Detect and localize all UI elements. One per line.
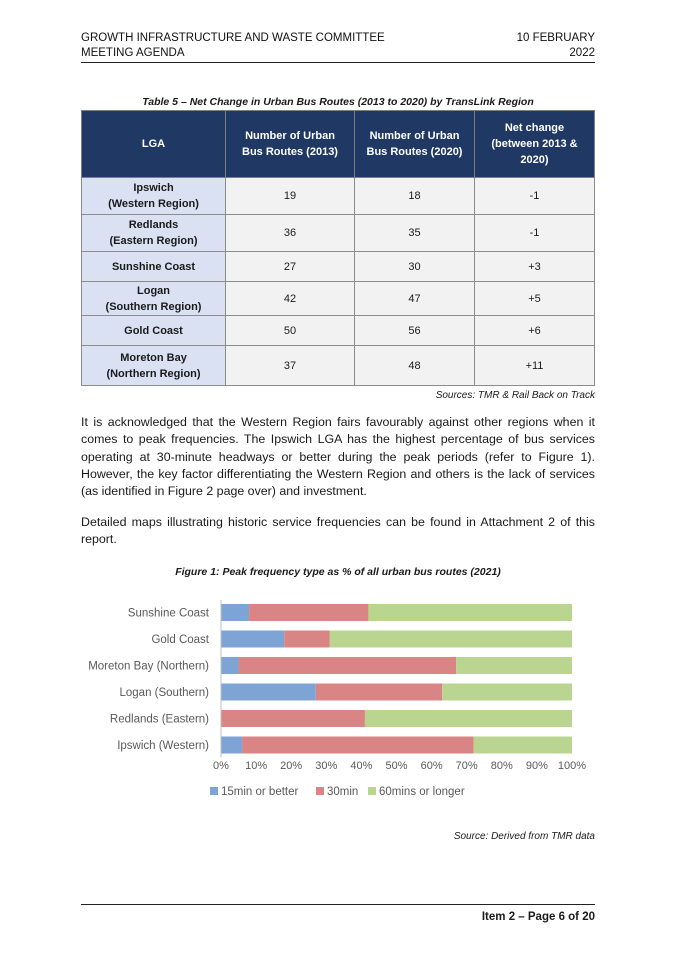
committee-line1: GROWTH INFRASTRUCTURE AND WASTE COMMITTEE [81,32,385,44]
category-label: Gold Coast [151,634,209,646]
net-change-cell: -1 [475,215,595,252]
lga-cell: Ipswich (Western Region) [82,178,226,215]
bar-segment [221,657,239,674]
routes-2020-cell: 18 [355,178,475,215]
bar-segment [239,657,457,674]
net-change-cell: +3 [475,252,595,282]
routes-2020-cell: 48 [355,346,475,386]
net-change-cell: +11 [475,346,595,386]
meeting-date [517,31,595,61]
table-caption: Table 5 – Net Change in Urban Bus Routes (2013 to 2020) by TransLink Region [142,96,534,108]
x-tick-label: 10% [245,760,268,772]
table-row [82,346,595,386]
column-header: Net change (between 2013 & 2020) [475,111,595,178]
table-row [82,252,595,282]
routes-2013-cell: 19 [226,178,355,215]
lga-cell: Sunshine Coast [82,252,226,282]
routes-2013-cell: 42 [226,282,355,316]
routes-2020-cell: 47 [355,282,475,316]
bar-segment [221,684,316,701]
category-label: Ipswich (Western) [117,740,209,752]
bar-segment [249,604,368,621]
net-change-cell: +5 [475,282,595,316]
bar-segment [221,631,284,648]
lga-cell: Gold Coast [82,316,226,346]
table-row [82,316,595,346]
bar-segment [316,684,442,701]
bar-segment [442,684,572,701]
legend-swatch [316,787,324,795]
bar-segment [221,710,365,727]
x-tick-label: 40% [350,760,373,772]
category-label: Redlands (Eastern) [109,713,209,726]
bar-segment [456,657,572,674]
x-tick-label: 60% [420,760,443,772]
routes-2020-cell: 35 [355,215,475,252]
bar-segment [368,604,572,621]
bar-segment [221,604,249,621]
net-change-cell: +6 [475,316,595,346]
x-tick-label: 70% [455,760,478,772]
table-source: Sources: TMR & Rail Back on Track [435,390,595,401]
routes-2013-cell: 37 [226,346,355,386]
figure-caption: Figure 1: Peak frequency type as % of all urban bus routes (2021) [175,566,501,578]
column-header: Number of Urban Bus Routes (2020) [355,111,475,178]
lga-cell: Moreton Bay (Northern Region) [82,346,226,386]
routes-2020-cell: 30 [355,252,475,282]
category-label: Moreton Bay (Northern) [88,660,209,673]
committee-name [81,31,385,61]
page-number: Item 2 – Page 6 of 20 [481,911,595,923]
routes-2020-cell: 56 [355,316,475,346]
bar-segment [242,737,474,754]
routes-2013-cell: 27 [226,252,355,282]
bar-segment [365,710,572,727]
legend-label: 60mins or longer [379,786,465,798]
x-tick-label: 100% [557,760,587,772]
legend-swatch [368,787,376,795]
date-line1: 10 FEBRUARY [516,32,595,44]
table-row [82,178,595,215]
routes-2013-cell: 36 [226,215,355,252]
legend-swatch [210,787,218,795]
footer-divider [81,904,595,905]
committee-line2: MEETING AGENDA [81,47,185,59]
figure-source: Source: Derived from TMR data [453,831,595,842]
column-header: Number of Urban Bus Routes (2013) [226,111,355,178]
table-row [82,215,595,252]
x-tick-label: 30% [315,760,338,772]
header-divider [81,62,595,63]
x-tick-label: 50% [385,760,408,772]
bus-routes-table [81,110,595,386]
x-tick-label: 90% [525,760,548,772]
x-tick-label: 20% [280,760,303,772]
legend-label: 15min or better [221,786,299,798]
category-label: Sunshine Coast [127,607,209,620]
body-paragraph: Detailed maps illustrating historic service frequencies can be found in Attachment 2 of this report. [81,515,595,547]
body-paragraph: It is acknowledged that the Western Region fairs favourably against other regions when it comes to peak frequencies. The Ipswich LGA has the highest percentage of bus services operating at 30-minute headways or better during the peak periods (refer to Figure 1). However, the key factor differentiating the Western Region and others is the lack of services (as identified in Figure 2 page over) and investment. [81,415,595,499]
table-row [82,282,595,316]
lga-cell: Redlands (Eastern Region) [82,215,226,252]
column-header: LGA [82,111,226,178]
routes-2013-cell: 50 [226,316,355,346]
peak-frequency-chart [70,594,600,819]
x-tick-label: 80% [490,760,513,772]
net-change-cell: -1 [475,178,595,215]
lga-cell: Logan (Southern Region) [82,282,226,316]
category-label: Logan (Southern) [119,687,209,699]
bar-segment [221,737,242,754]
bar-segment [330,631,572,648]
x-tick-label: 0% [213,760,229,772]
table-header-row [82,111,595,178]
date-line2: 2022 [569,47,595,59]
bar-segment [284,631,330,648]
legend-label: 30min [327,786,359,798]
bar-segment [474,737,572,754]
